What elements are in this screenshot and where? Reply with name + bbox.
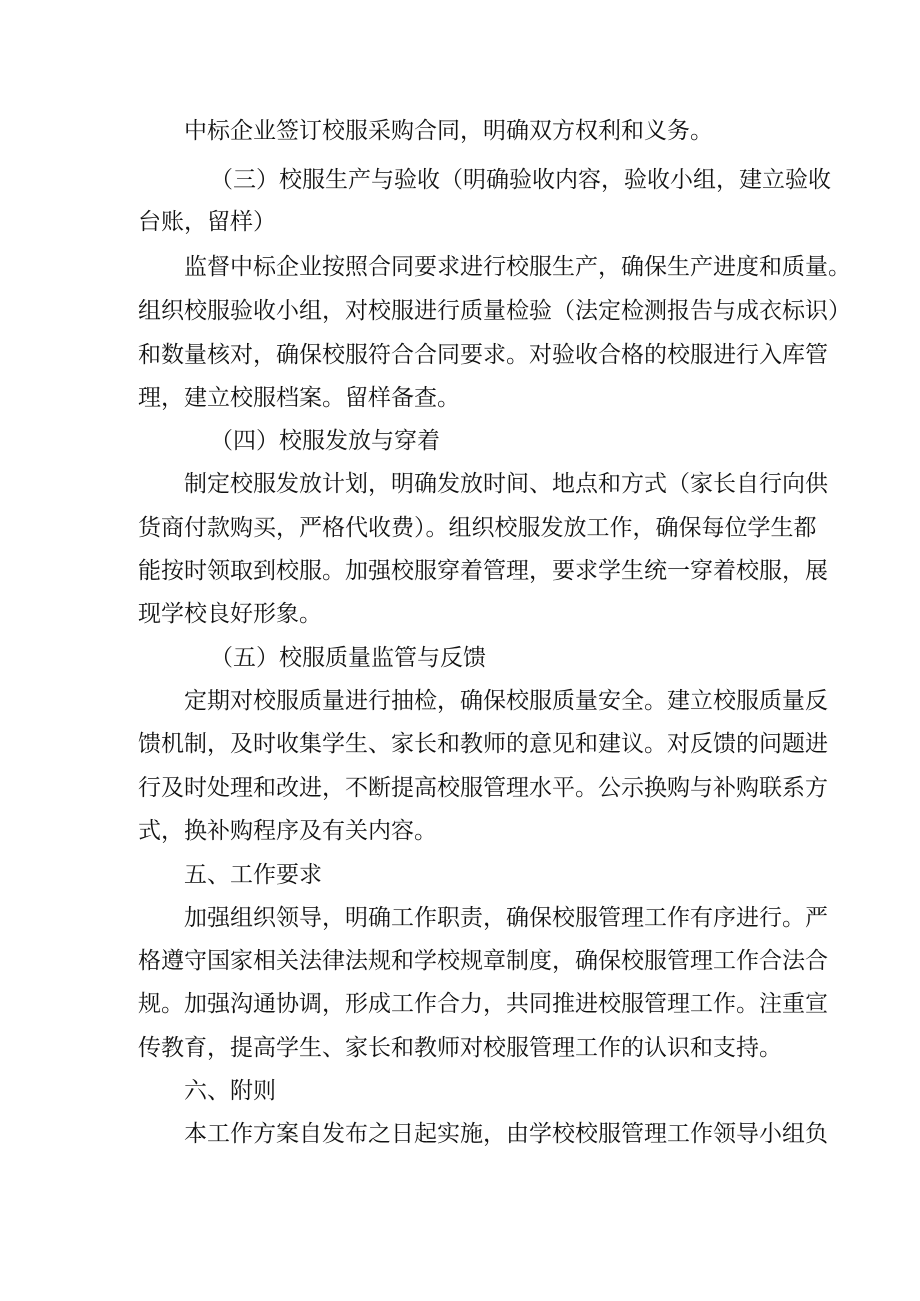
text-line: 馈机制，及时收集学生、家长和教师的意见和建议。对反馈的问题进 xyxy=(138,731,828,757)
text-line: 加强组织领导，明确工作职责，确保校服管理工作有序进行。严 xyxy=(184,905,828,931)
section-heading: （四）校服发放与穿着 xyxy=(210,428,440,454)
text-line: 和数量核对，确保校服符合合同要求。对验收合格的校服进行入库管 xyxy=(138,342,828,368)
text-line: 监督中标企业按照合同要求进行校服生产，确保生产进度和质量。 xyxy=(184,254,851,280)
text-line: 组织校服验收小组，对校服进行质量检验（法定检测报告与成衣标识） xyxy=(138,298,851,324)
text-line: 本工作方案自发布之日起实施，由学校校服管理工作领导小组负 xyxy=(184,1121,828,1147)
text-line: 式，换补购程序及有关内容。 xyxy=(138,818,437,844)
chapter-heading: 五、工作要求 xyxy=(184,862,322,888)
text-line: 传教育，提高学生、家长和教师对校服管理工作的认识和支持。 xyxy=(138,1035,782,1061)
text-line: 现学校良好形象。 xyxy=(138,601,322,627)
section-heading-continued: 台账，留样） xyxy=(138,209,276,235)
chapter-heading: 六、附则 xyxy=(184,1078,276,1104)
text-line: 规。加强沟通协调，形成工作合力，共同推进校服管理工作。注重宣 xyxy=(138,991,828,1017)
section-heading: （三）校服生产与验收（明确验收内容，验收小组，建立验收 xyxy=(210,167,831,193)
text-line: 行及时处理和改进，不断提高校服管理水平。公示换购与补购联系方 xyxy=(138,775,828,801)
text-line: 制定校服发放计划，明确发放时间、地点和方式（家长自行向供 xyxy=(184,471,828,497)
text-line: 货商付款购买，严格代收费）。组织校服发放工作，确保每位学生都 xyxy=(138,515,817,541)
text-line: 能按时领取到校服。加强校服穿着管理，要求学生统一穿着校服，展 xyxy=(138,558,828,584)
text-line: 定期对校服质量进行抽检，确保校服质量安全。建立校服质量反 xyxy=(184,688,828,714)
text-line: 格遵守国家相关法律法规和学校规章制度，确保校服管理工作合法合 xyxy=(138,948,828,974)
text-line: 理，建立校服档案。留样备查。 xyxy=(138,385,460,411)
section-heading: （五）校服质量监管与反馈 xyxy=(210,645,486,671)
text-line: 中标企业签订校服采购合同，明确双方权利和义务。 xyxy=(184,118,713,144)
